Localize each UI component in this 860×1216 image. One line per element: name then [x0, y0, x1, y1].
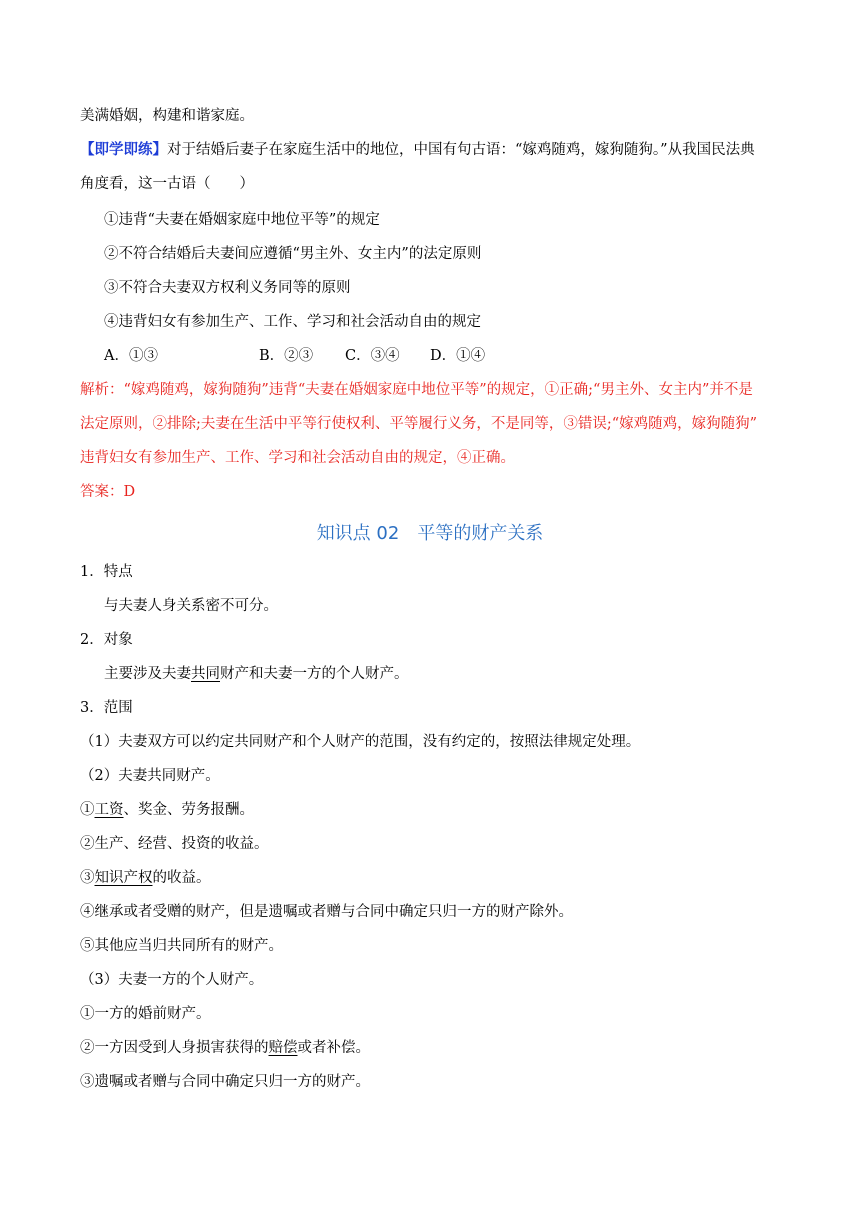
intro-tail-text: 美满婚姻，构建和谐家庭。 [80, 108, 254, 124]
point-1-title: 1．特点 [80, 564, 133, 580]
exercise-tag: 【即学即练】 [80, 141, 167, 158]
option-a: A．①③ [104, 348, 158, 364]
text-fragment: 财产和夫妻一方的个人财产。 [220, 666, 409, 682]
common-property-5: ⑤其他应当归共同所有的财产。 [80, 938, 283, 954]
option-c: C．③④ [345, 348, 400, 364]
point-2-text [104, 664, 409, 684]
personal-property-1: ①一方的婚前财产。 [80, 1006, 211, 1022]
common-property-2: ②生产、经营、投资的收益。 [80, 836, 269, 852]
exercise-question-line-1 [80, 140, 755, 160]
common-property-1 [80, 800, 254, 820]
point-3-title: 3．范围 [80, 700, 133, 716]
subpoint-2: （2）夫妻共同财产。 [80, 768, 220, 784]
exercise-question-text: 对于结婚后妻子在家庭生活中的地位，中国有句古语：“嫁鸡随鸡，嫁狗随狗。”从我国民法典 [167, 142, 755, 158]
subpoint-3: （3）夫妻一方的个人财产。 [80, 972, 264, 988]
common-property-3 [80, 868, 211, 888]
exercise-item: ①违背“夫妻在婚姻家庭中地位平等”的规定 [104, 212, 380, 228]
exercise-item: ②不符合结婚后夫妻间应遵循“男主外、女主内”的法定原则 [104, 246, 482, 262]
personal-property-3: ③遗嘱或者赠与合同中确定只归一方的财产。 [80, 1074, 370, 1090]
text-fragment: ③ [80, 870, 95, 886]
text-fragment: 、奖金、劳务报酬。 [123, 802, 254, 818]
analysis-line: 解析：“嫁鸡随鸡，嫁狗随狗”违背“夫妻在婚姻家庭中地位平等”的规定，①正确;“男主外、女主内”并不是 [80, 382, 753, 398]
personal-property-2 [80, 1038, 370, 1058]
text-fragment: ① [80, 802, 95, 818]
underlined-term: 工资 [94, 802, 124, 818]
point-1-text: 与夫妻人身关系密不可分。 [104, 598, 278, 614]
exercise-question-line-2: 角度看，这一古语（ ） [80, 176, 254, 192]
section-title: 知识点 02 平等的财产关系 [316, 523, 544, 544]
common-property-4: ④继承或者受赠的财产，但是遗嘱或者赠与合同中确定只归一方的财产除外。 [80, 904, 573, 920]
underlined-term: 赔偿 [268, 1040, 298, 1056]
text-fragment: 或者补偿。 [297, 1040, 370, 1056]
text-fragment: ②一方因受到人身损害获得的 [80, 1040, 269, 1056]
point-2-title: 2．对象 [80, 632, 133, 648]
option-d: D．①④ [430, 348, 486, 364]
analysis-line: 法定原则，②排除;夫妻在生活中平等行使权利、平等履行义务，不是同等，③错误;“嫁鸡随鸡，嫁狗随狗” [80, 416, 758, 432]
exercise-item: ③不符合夫妻双方权利义务同等的原则 [104, 280, 351, 296]
subpoint-1: （1）夫妻双方可以约定共同财产和个人财产的范围，没有约定的，按照法律规定处理。 [80, 734, 641, 750]
exercise-item: ④违背妇女有参加生产、工作、学习和社会活动自由的规定 [104, 314, 481, 330]
text-fragment: 的收益。 [152, 870, 211, 886]
option-b: B．②③ [259, 348, 314, 364]
underlined-term: 知识产权 [94, 870, 153, 886]
text-fragment: 主要涉及夫妻 [104, 666, 191, 682]
underlined-term: 共同 [191, 666, 220, 682]
analysis-line: 违背妇女有参加生产、工作、学习和社会活动自由的规定，④正确。 [80, 450, 515, 466]
exercise-options [104, 346, 485, 366]
answer-text: 答案：D [80, 484, 136, 500]
